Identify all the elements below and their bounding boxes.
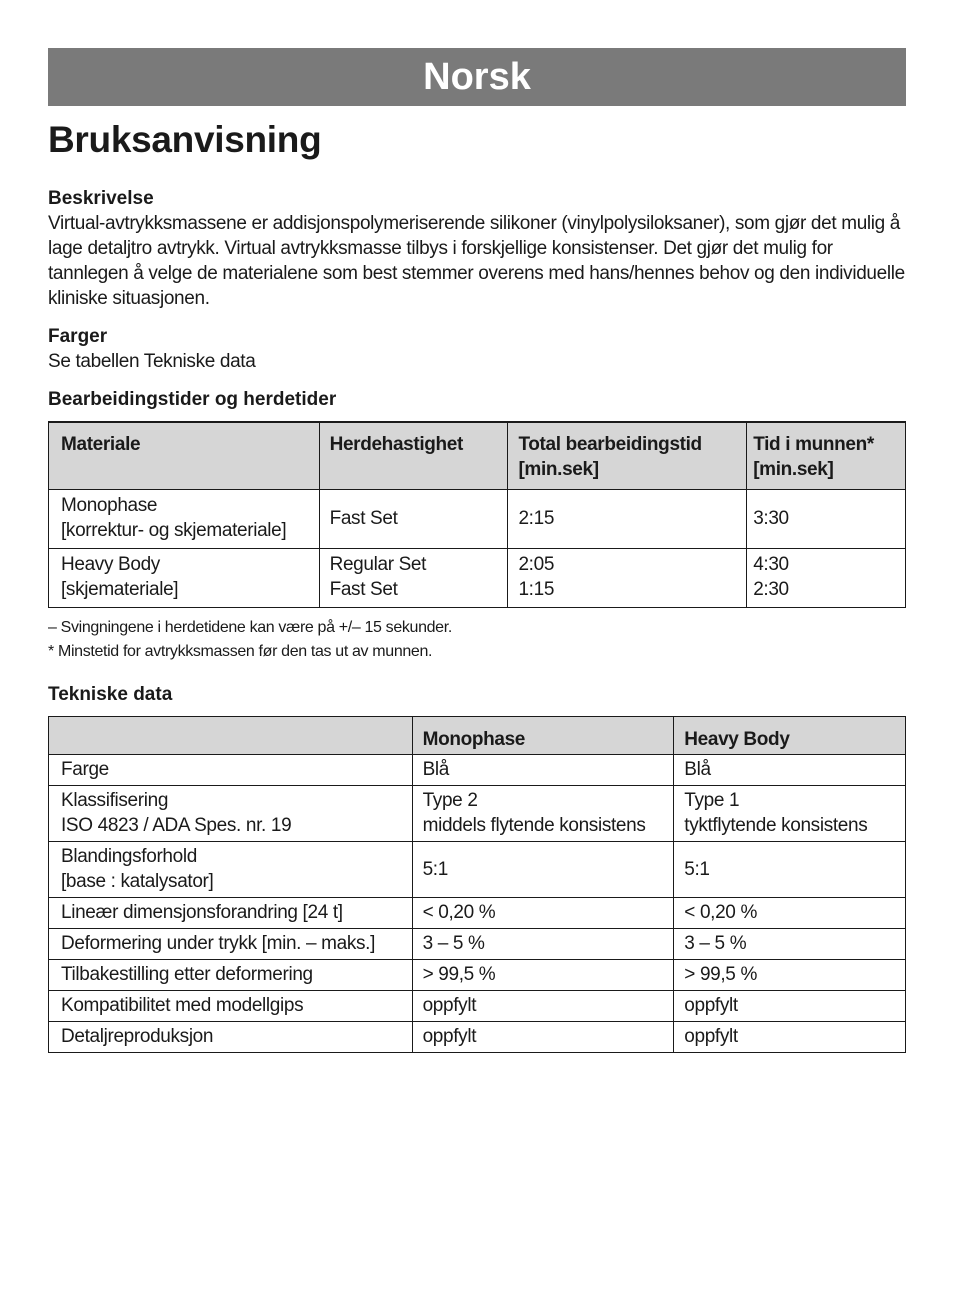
times-header-cell <box>319 422 508 490</box>
table-cell: 2:05 1:15 <box>508 549 747 608</box>
times-header-cell <box>49 422 320 490</box>
page-title: Bruksanvisning <box>48 119 322 160</box>
tech-header-cell: Monophase <box>412 717 674 755</box>
language-label: Norsk <box>423 55 531 98</box>
table-cell: Kompatibilitet med modellgips <box>49 991 413 1022</box>
table-cell: Type 1 tyktflytende konsistens <box>674 786 906 842</box>
tech-heading: Tekniske data <box>48 684 173 705</box>
table-cell: < 0,20 % <box>412 898 674 929</box>
table-cell: oppfylt <box>674 991 906 1022</box>
table-cell: Lineær dimensjonsforandring [24 t] <box>49 898 413 929</box>
table-cell: Blandingsforhold [base : katalysator] <box>49 842 413 898</box>
table-cell: Type 2 middels flytende konsistens <box>412 786 674 842</box>
times-header-text: Herdehastighet <box>329 434 463 455</box>
table-cell: 4:30 2:30 <box>747 549 906 608</box>
table-cell: 3 – 5 % <box>674 929 906 960</box>
table-cell: Regular Set Fast Set <box>319 549 508 608</box>
table-cell: oppfylt <box>412 991 674 1022</box>
times-header-text: Tid i munnen* [min.sek] <box>753 434 874 480</box>
description-heading: Beskrivelse <box>48 188 154 209</box>
table-footnotes <box>48 616 906 664</box>
footnote: * Minstetid for avtrykksmassen før den tas ut av munnen. <box>48 643 433 660</box>
table-row <box>49 549 906 608</box>
table-cell: 5:1 <box>412 842 674 898</box>
times-table-header-row <box>49 422 906 490</box>
tech-section <box>48 682 906 1053</box>
table-cell: Blå <box>674 755 906 786</box>
colors-section <box>48 324 906 374</box>
table-cell: 3 – 5 % <box>412 929 674 960</box>
tech-header-cell <box>49 717 413 755</box>
table-row <box>49 755 906 786</box>
table-cell: 3:30 <box>747 490 906 549</box>
table-cell: Fast Set <box>319 490 508 549</box>
table-cell: < 0,20 % <box>674 898 906 929</box>
footnote: – Svingningene i herdetidene kan være på +/– 15 sekunder. <box>48 619 452 636</box>
times-table <box>48 421 906 608</box>
table-cell: Monophase [korrektur- og skjemateriale] <box>49 490 320 549</box>
table-row <box>49 786 906 842</box>
table-cell: 2:15 <box>508 490 747 549</box>
times-section <box>48 387 906 664</box>
table-cell: Farge <box>49 755 413 786</box>
table-row <box>49 1022 906 1053</box>
times-header-text: Total bearbeidingstid [min.sek] <box>518 434 702 480</box>
table-cell: oppfylt <box>412 1022 674 1053</box>
language-banner <box>48 48 906 106</box>
table-cell: Heavy Body [skjemateriale] <box>49 549 320 608</box>
document-page <box>48 48 906 1053</box>
description-section <box>48 186 906 311</box>
table-cell: > 99,5 % <box>412 960 674 991</box>
table-row <box>49 842 906 898</box>
colors-text: Se tabellen Tekniske data <box>48 351 256 372</box>
table-cell: oppfylt <box>674 1022 906 1053</box>
tech-header-cell: Heavy Body <box>674 717 906 755</box>
table-row <box>49 991 906 1022</box>
table-row <box>49 960 906 991</box>
tech-table-header-row <box>49 717 906 755</box>
table-cell: Detaljreproduksjon <box>49 1022 413 1053</box>
tech-table <box>48 716 906 1053</box>
description-text: Virtual-avtrykksmassene er addisjonspolymeriserende silikoner (vinylpolysiloksaner), som gjør det mulig å lage detaljtro avtrykk. Virtual avtrykksmasse tilbys i forskjellige konsistenser. Det gjør det mulig for tannlegen å velge de materialene som best stemmer overens med hans/hennes behov og den individuelle kliniske situasjonen. <box>48 213 905 309</box>
table-cell: > 99,5 % <box>674 960 906 991</box>
table-cell: Blå <box>412 755 674 786</box>
table-cell: Klassifisering ISO 4823 / ADA Spes. nr. 19 <box>49 786 413 842</box>
times-heading: Bearbeidingstider og herdetider <box>48 389 337 410</box>
table-cell: Tilbakestilling etter deformering <box>49 960 413 991</box>
table-cell: 5:1 <box>674 842 906 898</box>
table-cell: Deformering under trykk [min. – maks.] <box>49 929 413 960</box>
table-row <box>49 490 906 549</box>
times-header-cell <box>747 422 906 490</box>
times-header-cell <box>508 422 747 490</box>
times-header-text: Materiale <box>61 434 141 455</box>
colors-heading: Farger <box>48 326 108 347</box>
table-row <box>49 929 906 960</box>
table-row <box>49 898 906 929</box>
